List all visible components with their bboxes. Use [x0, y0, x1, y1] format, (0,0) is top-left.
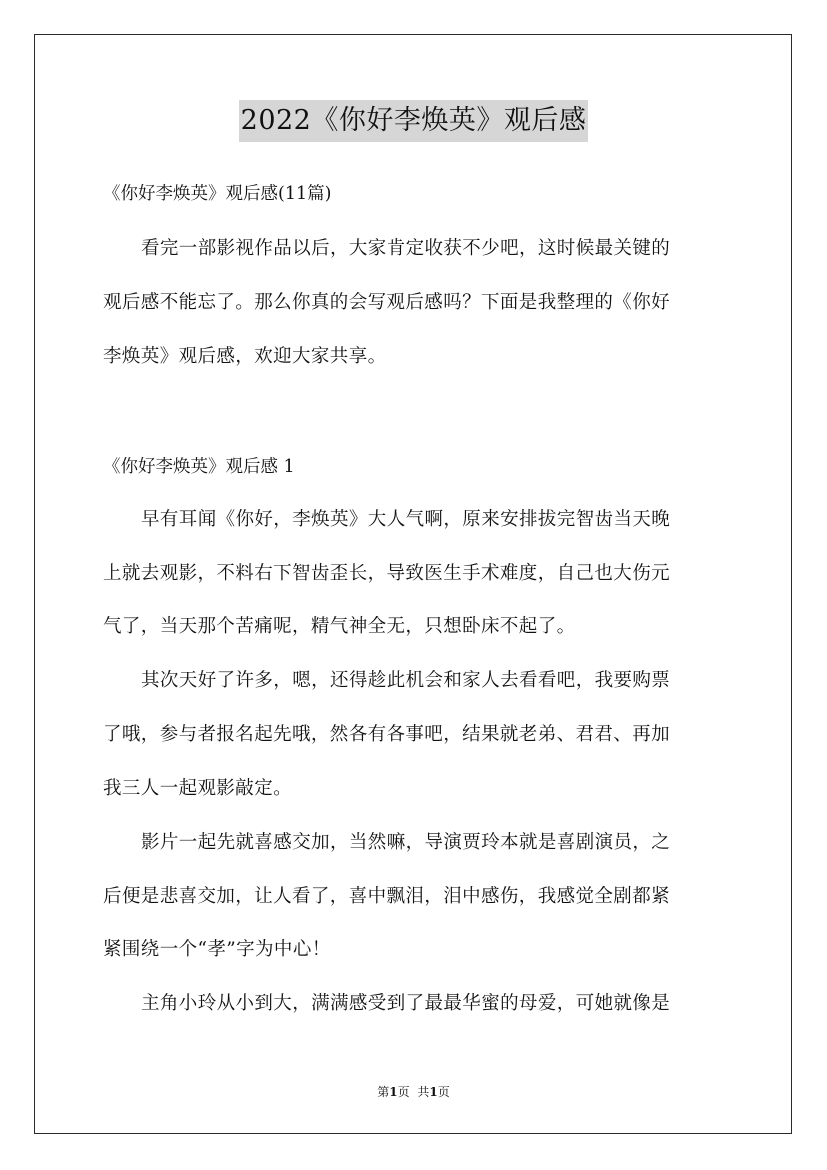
- paragraph-line: 早有耳闻《你好，李焕英》大人气啊，原来安排拔完智齿当天晚: [141, 509, 671, 530]
- total-unit: 页: [437, 1085, 450, 1099]
- page-current: 1: [389, 1085, 398, 1099]
- title-container: [0, 100, 827, 142]
- paragraph-line: 我三人一起观影敲定。: [103, 778, 293, 799]
- paragraph-line: 影片一起先就喜感交加，当然嘛，导演贾玲本就是喜剧演员，之: [141, 832, 671, 853]
- paragraph-line: 后便是悲喜交加，让人看了，喜中飘泪，泪中感伤，我感觉全剧都紧: [103, 886, 671, 907]
- section-heading: 《你好李焕英》观后感 1: [103, 457, 295, 477]
- intro-line: 观后感不能忘了。那么你真的会写观后感吗？下面是我整理的《你好: [103, 292, 671, 313]
- intro-line: 李焕英》观后感，欢迎大家共享。: [103, 346, 387, 367]
- paragraph-line: 其次天好了许多，嗯，还得趁此机会和家人去看看吧，我要购票: [141, 670, 671, 691]
- paragraph-line: 气了，当天那个苦痛呢，精气神全无，只想卧床不起了。: [103, 616, 576, 637]
- intro-line: 看完一部影视作品以后，大家肯定收获不少吧，这时候最关键的: [141, 238, 671, 259]
- page-total: 1: [429, 1085, 438, 1099]
- paragraph-line: 上就去观影，不料右下智齿歪长，导致医生手术难度，自己也大伤元: [103, 563, 671, 584]
- document-title: 2022《你好李焕英》观后感: [239, 100, 589, 142]
- total-prefix: 共: [417, 1085, 430, 1099]
- document-subtitle: 《你好李焕英》观后感(11篇): [103, 184, 332, 204]
- paragraph-line: 紧围绕一个“孝”字为中心！: [103, 939, 331, 960]
- paragraph-line: 主角小玲从小到大，满满感受到了最最华蜜的母爱，可她就像是: [141, 993, 671, 1014]
- page-prefix: 第: [377, 1085, 390, 1099]
- paragraph-line: 了哦，参与者报名起先哦，然各有各事吧，结果就老弟、君君、再加: [103, 724, 671, 745]
- page-unit: 页: [397, 1085, 410, 1099]
- page-footer: [0, 1083, 827, 1101]
